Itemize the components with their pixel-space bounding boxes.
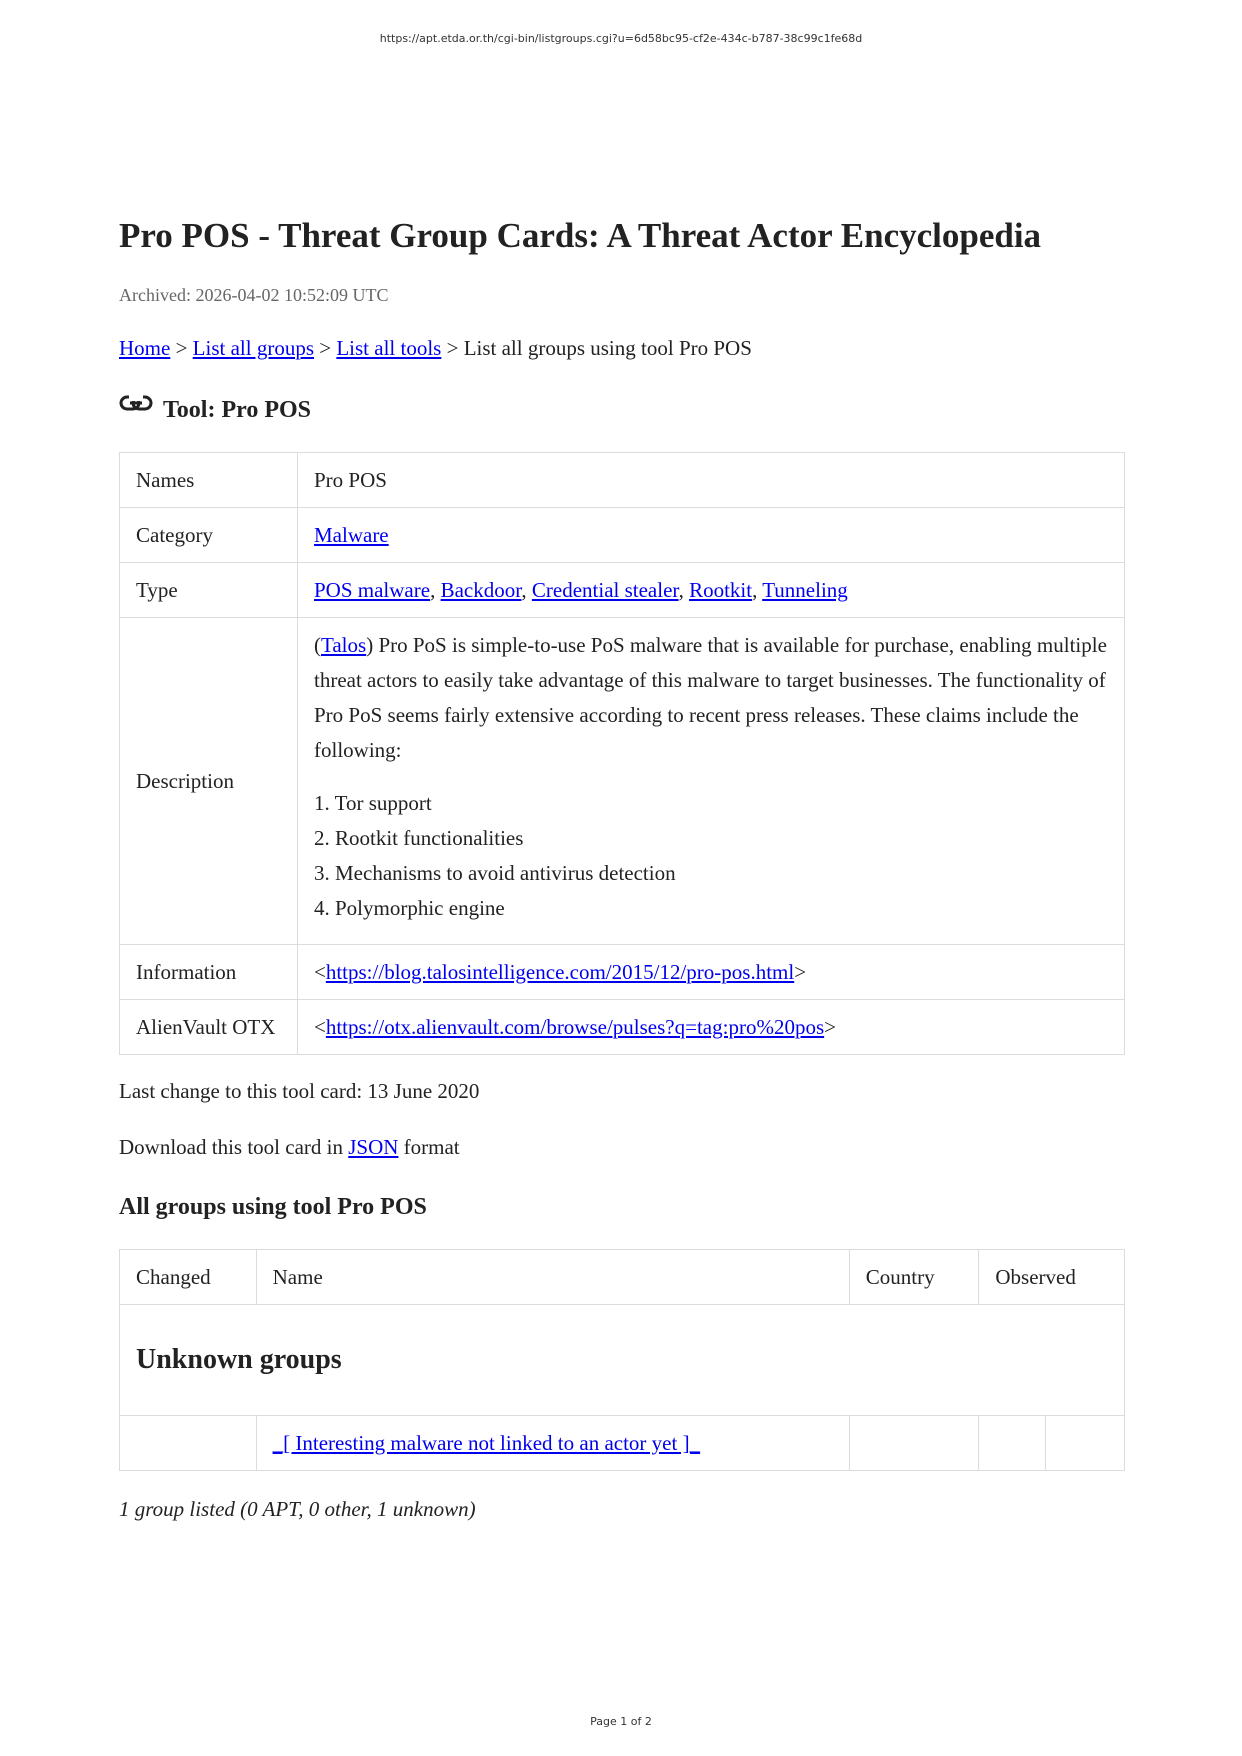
group-link-interesting-malware[interactable]: _[ Interesting malware not linked to an actor yet ]_: [272, 1430, 701, 1455]
table-row: [120, 945, 1125, 1000]
type-separator: ,: [521, 578, 532, 602]
breadcrumb-list-tools-link[interactable]: List all tools: [336, 336, 442, 360]
description-body: Pro PoS is simple-to-use PoS malware that is available for purchase, enabling multiple threat actors to easily take advantage of this malware to target businesses. The functionality of Pro PoS seems fairly extensive according to recent press releases. These claims include the following:: [314, 633, 1107, 762]
type-link-pos-malware[interactable]: POS malware: [314, 578, 431, 602]
claims-list: [314, 786, 1108, 926]
category-label: Category: [120, 508, 298, 563]
breadcrumb-home-link[interactable]: Home: [119, 336, 171, 360]
information-value: <https://blog.talosintelligence.com/2015/12/pro-pos.html>: [298, 945, 1125, 1000]
table-row: [120, 1416, 1125, 1471]
cell-name: [256, 1416, 849, 1471]
list-item: 3. Mechanisms to avoid antivirus detection: [314, 861, 676, 885]
names-label: Names: [120, 453, 298, 508]
type-value: [298, 563, 1125, 618]
table-row: [120, 618, 1125, 945]
type-link-backdoor[interactable]: Backdoor: [440, 578, 522, 602]
otx-label: AlienVault OTX: [120, 1000, 298, 1055]
table-row: [120, 563, 1125, 618]
table-row: [120, 1000, 1125, 1055]
otx-value: <https://otx.alienvault.com/browse/pulses?q=tag:pro%20pos>: [298, 1000, 1125, 1055]
talos-source-link[interactable]: Talos: [321, 633, 367, 657]
category-value: [298, 508, 1125, 563]
main-content: [119, 212, 1125, 1523]
group-summary: 1 group listed (0 APT, 0 other, 1 unknown): [119, 1497, 476, 1521]
table-row: [120, 1305, 1125, 1416]
section-unknown-groups: Unknown groups: [120, 1305, 1125, 1416]
breadcrumb-separator: >: [319, 336, 332, 360]
cell-country: [849, 1416, 979, 1471]
breadcrumb-separator: >: [446, 336, 459, 360]
list-item: 2. Rootkit functionalities: [314, 826, 524, 850]
column-header-observed: Observed: [979, 1250, 1125, 1305]
information-label: Information: [120, 945, 298, 1000]
json-download-link[interactable]: JSON: [348, 1135, 399, 1159]
column-header-changed: Changed: [120, 1250, 257, 1305]
breadcrumb-current: List all groups using tool Pro POS: [463, 336, 752, 360]
list-item: 1. Tor support: [314, 791, 432, 815]
breadcrumb-separator: >: [175, 336, 188, 360]
archived-timestamp: Archived: 2026-04-02 10:52:09 UTC: [119, 285, 389, 305]
table-row: [120, 453, 1125, 508]
type-link-tunneling[interactable]: Tunneling: [762, 578, 848, 602]
page-number-footer: Page 1 of 2: [590, 1715, 652, 1728]
page-title: Pro POS - Threat Group Cards: A Threat Actor Encyclopedia: [119, 216, 1042, 255]
description-value: [298, 618, 1125, 945]
column-header-country: Country: [849, 1250, 979, 1305]
download-line: Download this tool card in JSON format: [119, 1135, 460, 1159]
tool-heading: [119, 394, 1125, 426]
type-separator: ,: [430, 578, 441, 602]
otx-url-link[interactable]: https://otx.alienvault.com/browse/pulses?q=tag:pro%20pos: [325, 1015, 825, 1039]
type-link-credential-stealer[interactable]: Credential stealer: [531, 578, 679, 602]
table-row: [120, 508, 1125, 563]
type-separator: ,: [678, 578, 690, 602]
tool-heading-text: Tool: Pro POS: [163, 397, 312, 423]
cell-extra: [1046, 1416, 1125, 1471]
groups-heading: All groups using tool Pro POS: [119, 1194, 427, 1220]
last-change: Last change to this tool card: 13 June 2020: [119, 1079, 480, 1103]
cell-observed: [979, 1416, 1046, 1471]
type-label: Type: [120, 563, 298, 618]
description-text: (Talos) Pro PoS is simple-to-use PoS malware that is available for purchase, enabling multiple threat actors to easily take advantage of this malware to target businesses. The functionality of Pro PoS seems fairly extensive according to recent press releases. These claims include the following:: [314, 633, 1107, 762]
column-header-name: Name: [256, 1250, 849, 1305]
list-item: 4. Polymorphic engine: [314, 896, 505, 920]
tool-info-table: [119, 452, 1125, 1055]
link-icon: [119, 394, 155, 416]
type-link-rootkit[interactable]: Rootkit: [689, 578, 753, 602]
type-separator: ,: [752, 578, 763, 602]
page-url-header: https://apt.etda.or.th/cgi-bin/listgroups.cgi?u=6d58bc95-cf2e-434c-b787-38c99c1fe68d: [379, 32, 863, 45]
breadcrumb: [119, 334, 1125, 362]
category-link[interactable]: Malware: [314, 523, 389, 547]
table-header-row: [120, 1250, 1125, 1305]
description-label: Description: [120, 618, 298, 945]
breadcrumb-list-groups-link[interactable]: List all groups: [192, 336, 314, 360]
groups-table: [119, 1249, 1125, 1471]
names-value: Pro POS: [298, 453, 1125, 508]
cell-changed: [120, 1416, 257, 1471]
information-url-link[interactable]: https://blog.talosintelligence.com/2015/12/pro-pos.html: [325, 960, 795, 984]
